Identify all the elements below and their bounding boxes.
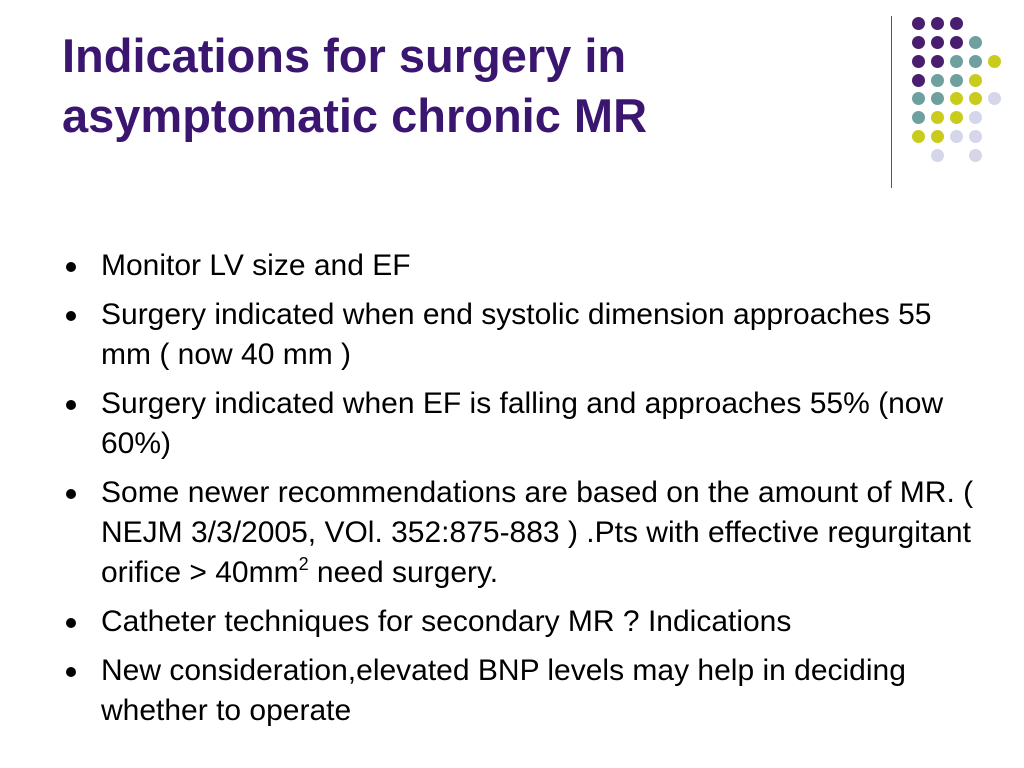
decor-dot [912, 17, 925, 30]
decor-dot [969, 74, 982, 87]
bullet-item [62, 473, 982, 593]
decor-dot [969, 111, 982, 124]
bullet-icon [66, 489, 76, 499]
bullet-list [62, 246, 982, 740]
bullet-item [62, 246, 982, 286]
decor-dot [969, 55, 982, 68]
decor-dot [988, 92, 1001, 105]
decor-dot [931, 17, 944, 30]
title-line-2: asymptomatic chronic MR [62, 89, 648, 142]
title-divider-line [891, 16, 892, 188]
bullet-icon [66, 262, 76, 272]
decor-dot [950, 17, 963, 30]
decor-dot [969, 149, 982, 162]
bullet-icon [66, 311, 76, 321]
decorative-dot-grid [0, 0, 1024, 200]
decor-dot [931, 130, 944, 143]
decor-dot [931, 55, 944, 68]
bullet-text: Surgery indicated when end systolic dimension approaches 55 mm ( now 40 mm ) [101, 298, 932, 371]
bullet-text: Monitor LV size and EF [101, 249, 411, 282]
bullet-icon [66, 667, 76, 677]
decor-dot [988, 55, 1001, 68]
decor-dot [950, 111, 963, 124]
decor-dot [912, 92, 925, 105]
decor-dot [950, 92, 963, 105]
decor-dot [912, 111, 925, 124]
bullet-item [62, 651, 982, 731]
decor-dot [931, 111, 944, 124]
bullet-icon [66, 400, 76, 410]
decor-dot [950, 36, 963, 49]
bullet-text: Some newer recommendations are based on the amount of MR. ( NEJM 3/3/2005, VOl. 352:875-883 ) .Pts with effective regurgitant orifice > 40mm [101, 476, 974, 589]
decor-dot [931, 74, 944, 87]
decor-dot [969, 36, 982, 49]
decor-dot [931, 92, 944, 105]
decor-dot [969, 92, 982, 105]
decor-dot [931, 36, 944, 49]
decor-dot [969, 130, 982, 143]
decor-dot [912, 74, 925, 87]
decor-dot [931, 149, 944, 162]
bullet-item [62, 384, 982, 464]
bullet-superscript: 2 [298, 554, 309, 574]
bullet-text: Surgery indicated when EF is falling and approaches 55% (now 60%) [101, 387, 944, 460]
title-line-1: Indications for surgery in [62, 29, 627, 82]
decor-dot [912, 130, 925, 143]
decor-dot [950, 55, 963, 68]
bullet-text: New consideration,elevated BNP levels may help in deciding whether to operate [101, 654, 906, 727]
decor-dot [912, 55, 925, 68]
decor-dot [950, 74, 963, 87]
bullet-text: Catheter techniques for secondary MR ? Indications [101, 605, 792, 638]
bullet-item [62, 295, 982, 375]
bullet-item [62, 602, 982, 642]
bullet-text-tail: need surgery. [308, 556, 499, 589]
bullet-icon [66, 618, 76, 628]
decor-dot [950, 130, 963, 143]
decor-dot [912, 36, 925, 49]
